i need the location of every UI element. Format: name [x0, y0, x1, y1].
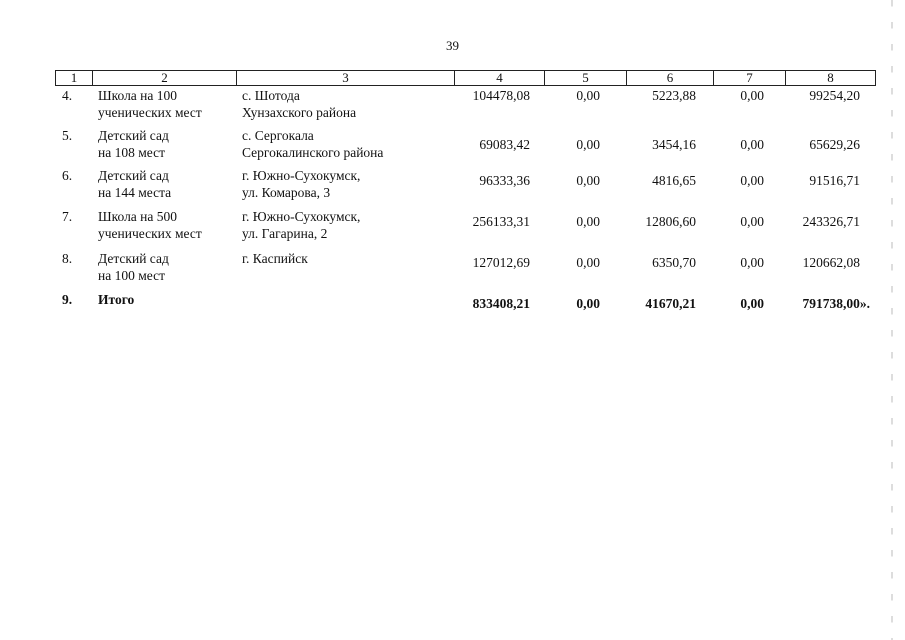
- page-number: 39: [446, 38, 459, 53]
- value-col-7: 0,00: [740, 137, 764, 152]
- object-name-line: Детский сад: [98, 251, 169, 266]
- value-col-8: 243326,71: [802, 214, 860, 229]
- value-col-5: 0,00: [576, 255, 600, 270]
- value-col-8: 99254,20: [809, 88, 860, 103]
- value-col-5: 0,00: [576, 214, 600, 229]
- header-cell-5: 5: [545, 71, 627, 85]
- header-cell-3: 3: [237, 71, 455, 85]
- location-line: г. Южно-Сухокумск,: [242, 168, 361, 183]
- value-col-8: 65629,26: [809, 137, 860, 152]
- value-col-8: 91516,71: [809, 173, 860, 188]
- total-col-8: 791738,00».: [802, 296, 870, 311]
- value-col-4: 69083,42: [479, 137, 530, 152]
- location-line: ул. Комарова, 3: [242, 185, 331, 200]
- value-col-7: 0,00: [740, 173, 764, 188]
- value-col-7: 0,00: [740, 255, 764, 270]
- location-line: Сергокалинского района: [242, 145, 384, 160]
- scan-edge-marks: [891, 0, 893, 640]
- total-col-6: 41670,21: [645, 296, 696, 311]
- value-col-7: 0,00: [740, 88, 764, 103]
- location-line: Хунзахского района: [242, 105, 357, 120]
- object-name-line: Детский сад: [98, 168, 169, 183]
- total-row-number: 9.: [62, 292, 73, 307]
- total-label: Итого: [98, 292, 135, 307]
- object-name-line: на 108 мест: [98, 145, 165, 160]
- object-name-line: на 100 мест: [98, 268, 165, 283]
- object-name-line: Детский сад: [98, 128, 169, 143]
- location-line: г. Каспийск: [242, 251, 308, 266]
- object-name-line: Школа на 500: [98, 209, 178, 224]
- header-cell-6: 6: [627, 71, 714, 85]
- total-col-5: 0,00: [576, 296, 600, 311]
- header-cell-4: 4: [455, 71, 545, 85]
- row-number: 5.: [62, 128, 73, 143]
- value-col-4: 104478,08: [472, 88, 530, 103]
- row-number: 4.: [62, 88, 73, 103]
- header-cell-8: 8: [827, 70, 834, 85]
- value-col-4: 256133,31: [472, 214, 530, 229]
- location-line: с. Шотода: [242, 88, 300, 103]
- object-name-line: на 144 места: [98, 185, 172, 200]
- value-col-6: 6350,70: [652, 255, 696, 270]
- header-cell-7: 7: [714, 71, 786, 85]
- header-cell-2: 2: [93, 71, 237, 85]
- value-col-5: 0,00: [576, 137, 600, 152]
- value-col-6: 12806,60: [645, 214, 696, 229]
- object-name-line: Школа на 100: [98, 88, 178, 103]
- row-number: 8.: [62, 251, 73, 266]
- object-name-line: ученических мест: [98, 105, 202, 120]
- value-col-4: 127012,69: [472, 255, 530, 270]
- location-line: ул. Гагарина, 2: [242, 226, 328, 241]
- value-col-6: 4816,65: [652, 173, 696, 188]
- location-line: г. Южно-Сухокумск,: [242, 209, 361, 224]
- row-number: 6.: [62, 168, 73, 183]
- value-col-7: 0,00: [740, 214, 764, 229]
- value-col-5: 0,00: [576, 88, 600, 103]
- value-col-4: 96333,36: [479, 173, 530, 188]
- value-col-5: 0,00: [576, 173, 600, 188]
- total-col-7: 0,00: [740, 296, 764, 311]
- header-cell-1: 1: [56, 71, 93, 85]
- table-header-row: [55, 70, 876, 86]
- location-line: с. Сергокала: [242, 128, 314, 143]
- total-col-4: 833408,21: [472, 296, 530, 311]
- value-col-6: 3454,16: [652, 137, 696, 152]
- value-col-6: 5223,88: [652, 88, 696, 103]
- object-name-line: ученических мест: [98, 226, 202, 241]
- value-col-8: 120662,08: [802, 255, 860, 270]
- row-number: 7.: [62, 209, 73, 224]
